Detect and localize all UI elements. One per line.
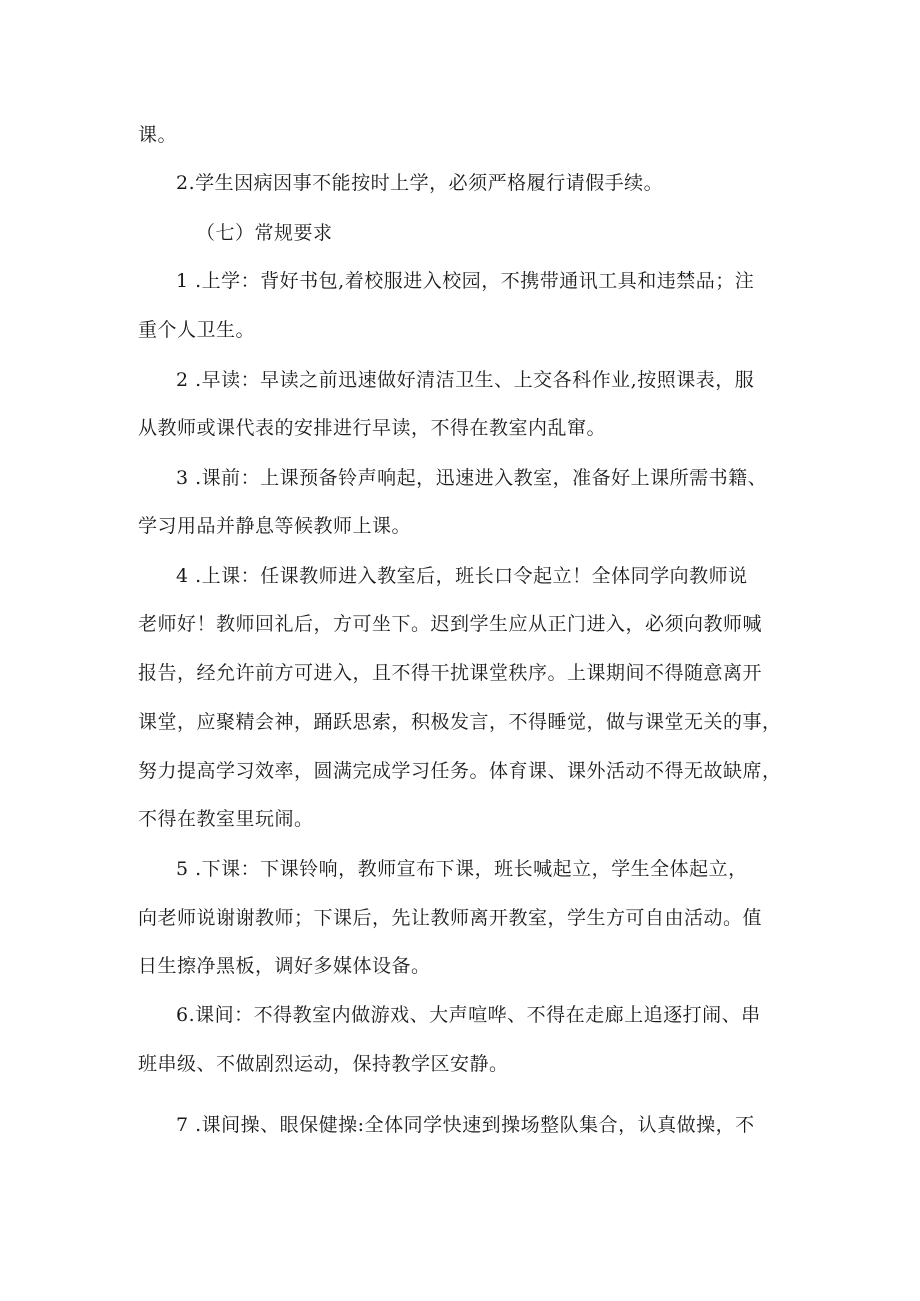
text-line: 不得在教室里玩闹。 bbox=[138, 808, 314, 830]
text-line: 1 .上学：背好书包,着校服进入校园，不携带通讯工具和违禁品；注 bbox=[176, 270, 755, 292]
text-line: 2.学生因病因事不能按时上学，必须严格履行请假手续。 bbox=[176, 172, 664, 194]
text-line: 课堂，应聚精会神，踊跃思索，积极发言，不得睡觉，做与课堂无关的事， bbox=[138, 711, 782, 733]
text-line: 向老师说谢谢教师；下课后，先让教师离开教室，学生方可自由活动。值 bbox=[138, 907, 763, 929]
text-line: 努力提高学习效率，圆满完成学习任务。体育课、课外活动不得无故缺席， bbox=[138, 760, 782, 782]
text-line: 6.课间：不得教室内做游戏、大声喧哗、不得在走廊上追逐打闹、串 bbox=[176, 1004, 761, 1026]
text-line: 课。 bbox=[138, 124, 178, 146]
text-line: 2 .早读：早读之前迅速做好清洁卫生、上交各科作业,按照课表，服 bbox=[176, 369, 755, 391]
text-line: 日生擦净黑板，调好多媒体设备。 bbox=[138, 955, 431, 977]
text-line: 5 .下课：下课铃响，教师宣布下课，班长喊起立，学生全体起立， bbox=[176, 858, 748, 880]
text-line: 重个人卫生。 bbox=[138, 319, 256, 341]
text-line: 学习用品并静息等候教师上课。 bbox=[138, 515, 412, 537]
text-line: 3 .课前：上课预备铃声响起，迅速进入教室，准备好上课所需书籍、 bbox=[176, 467, 768, 489]
text-line: 7 .课间操、眼保健操:全体同学快速到操场整队集合，认真做操，不 bbox=[176, 1114, 755, 1136]
text-line: 报告，经允许前方可进入，且不得干扰课堂秩序。上课期间不得随意离开 bbox=[138, 662, 763, 684]
text-line: 4 .上课：任课教师进入教室后，班长口令起立！全体同学向教师说 bbox=[176, 565, 748, 587]
section-heading: （七）常规要求 bbox=[196, 222, 333, 244]
text-line: 班串级、不做剧烈运动，保持教学区安静。 bbox=[138, 1053, 509, 1075]
text-line: 老师好！教师回礼后，方可坐下。迟到学生应从正门进入，必须向教师喊 bbox=[138, 613, 763, 635]
text-line: 从教师或课代表的安排进行早读，不得在教室内乱窜。 bbox=[138, 417, 607, 439]
